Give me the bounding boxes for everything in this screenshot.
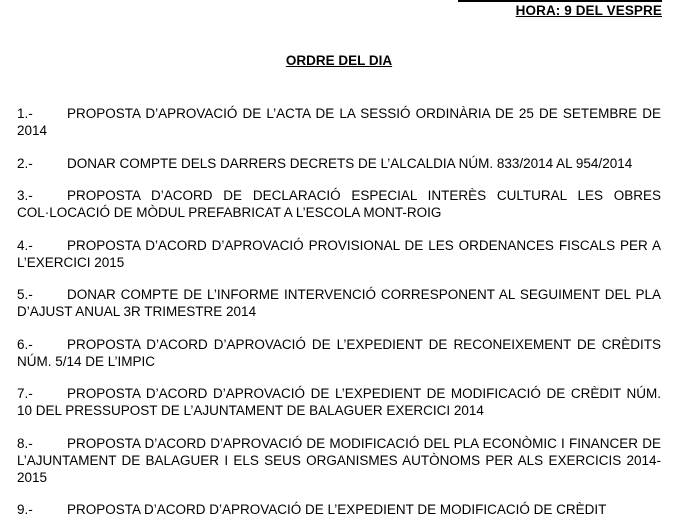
agenda-item-9 [17, 501, 661, 518]
item-text: PROPOSTA D’APROVACIÓ DE L’ACTA DE LA SESSIÓ ORDINÀRIA DE 25 DE SETEMBRE DE 2014 [17, 106, 661, 138]
agenda-item-1 [17, 105, 661, 139]
item-text: PROPOSTA D’ACORD D’APROVACIÓ PROVISIONAL DE LES ORDENANCES FISCALS PER A L’EXERCICI 2015 [17, 237, 661, 270]
item-number: 9.- [17, 502, 33, 517]
agenda-item-4 [17, 237, 661, 271]
item-number: 6.- [17, 336, 33, 352]
session-time: HORA: 9 DEL VESPRE [515, 3, 662, 18]
item-text: PROPOSTA D’ACORD D’APROVACIÓ DE L’EXPEDIENT DE RECONEIXEMENT DE CRÈDITS NÚM. 5/14 DE L’IMPIC [17, 336, 661, 369]
agenda-title: ORDRE DEL DIA [285, 53, 393, 68]
agenda-item-2 [17, 155, 661, 172]
agenda-item-5 [17, 286, 661, 320]
item-text: PROPOSTA D’ACORD DE DECLARACIÓ ESPECIAL INTERÈS CULTURAL LES OBRES COL·LOCACIÓ DE MÒDUL PREFABRICAT A L’ESCOLA MONT-ROIG [17, 188, 661, 220]
item-text: PROPOSTA D’ACORD D’APROVACIÓ DE L’EXPEDIENT DE MODIFICACIÓ DE CRÈDIT [67, 502, 607, 517]
item-text: DONAR COMPTE DE L’INFORME INTERVENCIÓ CORRESPONENT AL SEGUIMENT DEL PLA D’AJUST ANUAL 3R TRIMESTRE 2014 [17, 287, 661, 319]
item-number: 8.- [17, 435, 33, 451]
item-text: DONAR COMPTE DELS DARRERS DECRETS DE L’ALCALDIA NÚM. 833/2014 AL 954/2014 [67, 155, 633, 171]
item-number: 4.- [17, 237, 33, 253]
item-number: 1.- [17, 106, 33, 121]
item-number: 3.- [17, 188, 33, 203]
agenda-item-3 [17, 187, 661, 221]
item-number: 7.- [17, 386, 33, 401]
agenda-item-8 [17, 435, 661, 486]
agenda-item-6 [17, 336, 661, 370]
agenda-list [17, 105, 661, 530]
item-text: PROPOSTA D’ACORD D’APROVACIÓ DE MODIFICACIÓ DEL PLA ECONÒMIC I FINANCER DE L’AJUNTAMENT DE BALAGUER I ELS SEUS ORGANISMES AUTÒNOMS PER ALS EXERCICIS 2014-2015 [17, 435, 661, 485]
agenda-item-7 [17, 385, 661, 419]
item-number: 5.- [17, 287, 33, 302]
item-text: PROPOSTA D’ACORD D’APROVACIÓ DE L’EXPEDIENT DE MODIFICACIÓ DE CRÈDIT NÚM. 10 DEL PRESSUPOST DE L’AJUNTAMENT DE BALAGUER EXERCICI 2014 [17, 386, 661, 418]
header-rule [458, 0, 662, 2]
item-number: 2.- [17, 155, 33, 171]
